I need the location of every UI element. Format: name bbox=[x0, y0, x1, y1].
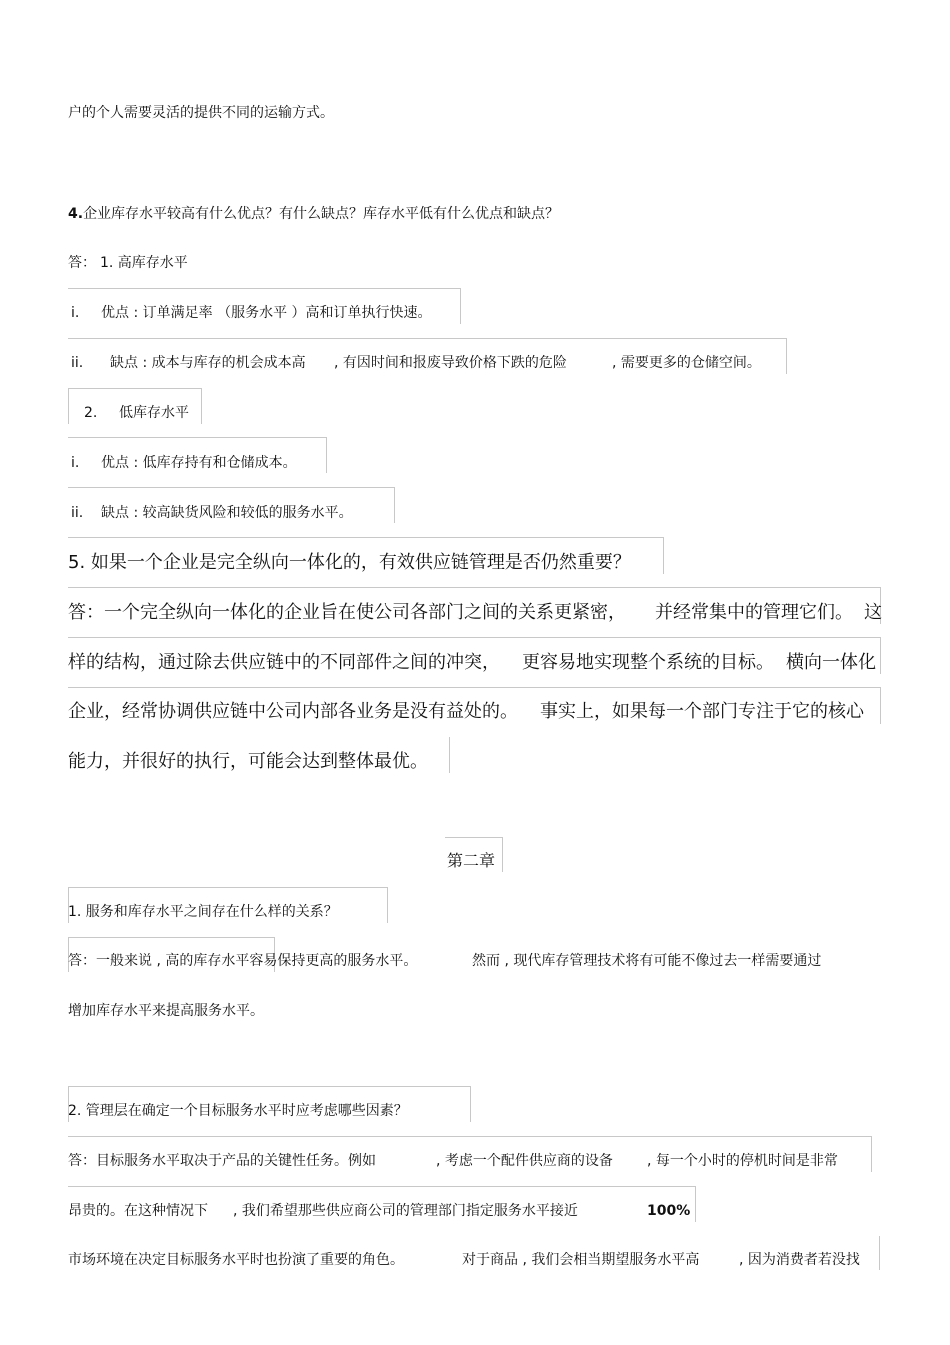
text-line: 户的个人需要灵活的提供不同的运输方式。 bbox=[68, 105, 334, 121]
answer-line: 昂贵的。在这种情况下 bbox=[68, 1203, 208, 1219]
answer-line: , 每一个小时的停机时间是非常 bbox=[647, 1153, 838, 1169]
answer-line: 横向一体化 bbox=[786, 652, 876, 673]
list-marker: i. bbox=[71, 305, 80, 321]
answer-line: 更容易地实现整个系统的目标。 bbox=[522, 652, 774, 673]
answer-label: 答： bbox=[68, 255, 96, 271]
chapter2-question-2: 2. 管理层在确定一个目标服务水平时应考虑哪些因素？ bbox=[68, 1103, 408, 1119]
question-number: 4. bbox=[68, 206, 84, 222]
answer-line: 增加库存水平来提高服务水平。 bbox=[68, 1003, 264, 1019]
question-5: 5. 如果一个企业是完全纵向一体化的，有效供应链管理是否仍然重要？ bbox=[68, 552, 631, 573]
percentage-value: 100% bbox=[647, 1203, 691, 1219]
answer-line: , 我们希望那些供应商公司的管理部门指定服务水平接近 bbox=[233, 1203, 578, 1219]
list-item: 优点 : 低库存持有和仓储成本。 bbox=[101, 455, 297, 471]
answer-line: 答：一般来说 , 高的库存水平容易保持更高的服务水平。 bbox=[68, 953, 418, 969]
answer-line: , 考虑一个配件供应商的设备 bbox=[436, 1153, 613, 1169]
list-item: 缺点 : 较高缺货风险和较低的服务水平。 bbox=[101, 505, 353, 521]
answer-line: 这 bbox=[864, 602, 882, 623]
cell-border bbox=[449, 737, 450, 773]
list-item: , 有因时间和报废导致价格下跌的危险 bbox=[334, 355, 567, 371]
heading-high-inventory: 1. 高库存水平 bbox=[100, 255, 188, 271]
answer-line: 企业，经常协调供应链中公司内部各业务是没有益处的。 bbox=[68, 701, 518, 722]
answer-line: 市场环境在决定目标服务水平时也扮演了重要的角色。 bbox=[68, 1252, 404, 1268]
answer-line: 样的结构，通过除去供应链中的不同部件之间的冲突， bbox=[68, 652, 500, 673]
answer-line: 事实上，如果每一个部门专注于它的核心 bbox=[540, 701, 864, 722]
list-marker: 2. bbox=[84, 405, 98, 421]
heading-low-inventory: 低库存水平 bbox=[119, 405, 189, 421]
question-4 bbox=[68, 205, 559, 223]
list-marker: ii. bbox=[71, 355, 84, 371]
cell-border bbox=[879, 1236, 880, 1270]
question-text: 企业库存水平较高有什么优点？有什么缺点？库存水平低有什么优点和缺点？ bbox=[83, 206, 560, 222]
answer-line: , 因为消费者若没找 bbox=[739, 1252, 860, 1268]
list-marker: ii. bbox=[71, 505, 84, 521]
answer-line: 能力，并很好的执行，可能会达到整体最优。 bbox=[68, 751, 428, 772]
list-item: 缺点 : 成本与库存的机会成本高 bbox=[110, 355, 306, 371]
list-marker: i. bbox=[71, 455, 80, 471]
chapter-title: 第二章 bbox=[447, 851, 496, 870]
list-item: 优点 : 订单满足率 （服务水平 ）高和订单执行快速。 bbox=[101, 305, 432, 321]
answer-line: 答：一个完全纵向一体化的企业旨在使公司各部门之间的关系更紧密， bbox=[68, 602, 626, 623]
answer-line: 答：目标服务水平取决于产品的关键性任务。例如 bbox=[68, 1153, 376, 1169]
answer-line: 并经常集中的管理它们。 bbox=[655, 602, 853, 623]
answer-line: 然而 , 现代库存管理技术将有可能不像过去一样需要通过 bbox=[472, 953, 822, 969]
answer-line: 对于商品 , 我们会相当期望服务水平高 bbox=[462, 1252, 700, 1268]
chapter2-question-1: 1. 服务和库存水平之间存在什么样的关系？ bbox=[68, 904, 338, 920]
list-item: , 需要更多的仓储空间。 bbox=[612, 355, 761, 371]
